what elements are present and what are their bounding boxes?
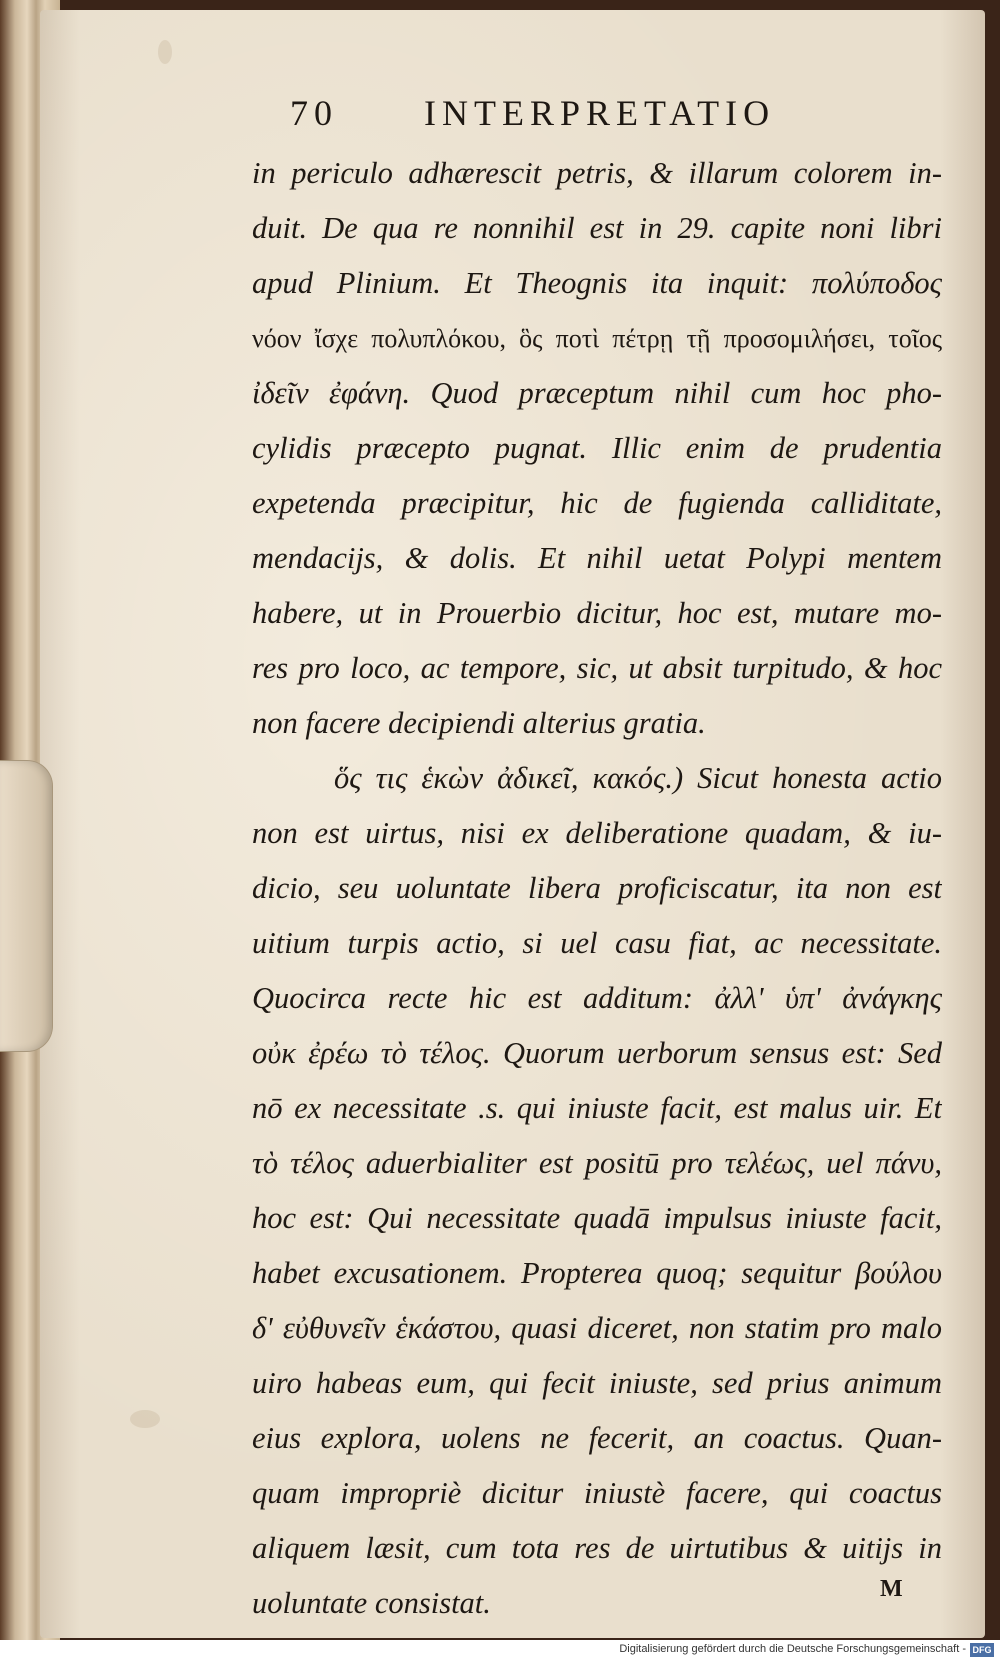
text-line: ἰδεῖν ἐφάνη. Quod præceptum nihil cum hoc pho- <box>252 376 942 410</box>
running-title: INTERPRETATIO <box>424 93 776 133</box>
funding-notice: Digitalisierung gefördert durch die Deutsche Forschungsgemeinschaft - <box>619 1643 966 1655</box>
text-line: uoluntate consistat. <box>252 1586 491 1620</box>
text-block <box>252 76 942 1631</box>
text-line: τὸ τέλος aduerbialiter est positū pro τελέως, uel πάνυ, <box>252 1146 942 1180</box>
book-clasp <box>0 760 53 1052</box>
text-line: hoc est: Qui necessitate quadā impulsus iniuste facit, <box>252 1201 942 1235</box>
text-line: in periculo adhærescit petris, & illarum colorem in- <box>252 156 942 190</box>
running-head <box>252 76 942 146</box>
text-line: habere, ut in Prouerbio dicitur, hoc est, mutare mo- <box>252 596 942 630</box>
text-line: habet excusationem. Propterea quoq; sequitur βούλου <box>252 1256 942 1290</box>
text-line: νόον ἴσχε πολυπλόκου, ὃς ποτὶ πέτρῃ τῇ προσομιλήσει, τοῖος <box>252 324 942 353</box>
text-line: eius explora, uolens ne fecerit, an coactus. Quan- <box>252 1421 942 1455</box>
text-line: duit. De qua re nonnihil est in 29. capite noni libri <box>252 211 942 245</box>
text-line: quam impropriè dicitur iniustè facere, qui coactus <box>252 1476 942 1510</box>
text-line: δ' εὐθυνεῖν ἑκάστου, quasi diceret, non statim pro malo <box>252 1311 942 1345</box>
text-line: uitium turpis actio, si uel casu fiat, ac necessitate. <box>252 926 942 960</box>
text-line: non facere decipiendi alterius gratia. <box>252 706 706 740</box>
text-line: Quocirca recte hic est additum: ἀλλ' ὑπ' ἀνάγκης <box>252 981 942 1015</box>
text-line: ὅς τις ἑκὼν ἀδικεῖ, κακός.) Sicut honesta actio <box>334 761 942 795</box>
text-line: aliquem læsit, cum tota res de uirtutibus & uitijs in <box>252 1531 942 1565</box>
text-line: expetenda præcipitur, hic de fugienda calliditate, <box>252 486 942 520</box>
text-line: οὐκ ἐρέω τὸ τέλος. Quorum uerborum sensus est: Sed <box>252 1036 942 1070</box>
paper-stain <box>130 1410 160 1428</box>
text-line: apud Plinium. Et Theognis ita inquit: πολύποδος <box>252 266 942 300</box>
text-line: nō ex necessitate .s. qui iniuste facit, est malus uir. Et <box>252 1091 942 1125</box>
text-line: uiro habeas eum, qui fecit iniuste, sed prius animum <box>252 1366 942 1400</box>
text-line: cylidis præcepto pugnat. Illic enim de prudentia <box>252 431 942 465</box>
text-line: dicio, seu uoluntate libera proficiscatur, ita non est <box>252 871 942 905</box>
footer-bar <box>0 1640 1000 1661</box>
catchword: M <box>880 1576 903 1602</box>
text-line: non est uirtus, nisi ex deliberatione quadam, & iu- <box>252 816 942 850</box>
text-line: mendacijs, & dolis. Et nihil uetat Polypi mentem <box>252 541 942 575</box>
page-number: 70 <box>290 93 338 133</box>
text-line: res pro loco, ac tempore, sic, ut absit turpitudo, & hoc <box>252 651 942 685</box>
dfg-logo-icon: DFG <box>970 1643 994 1657</box>
paper-stain <box>158 40 172 64</box>
